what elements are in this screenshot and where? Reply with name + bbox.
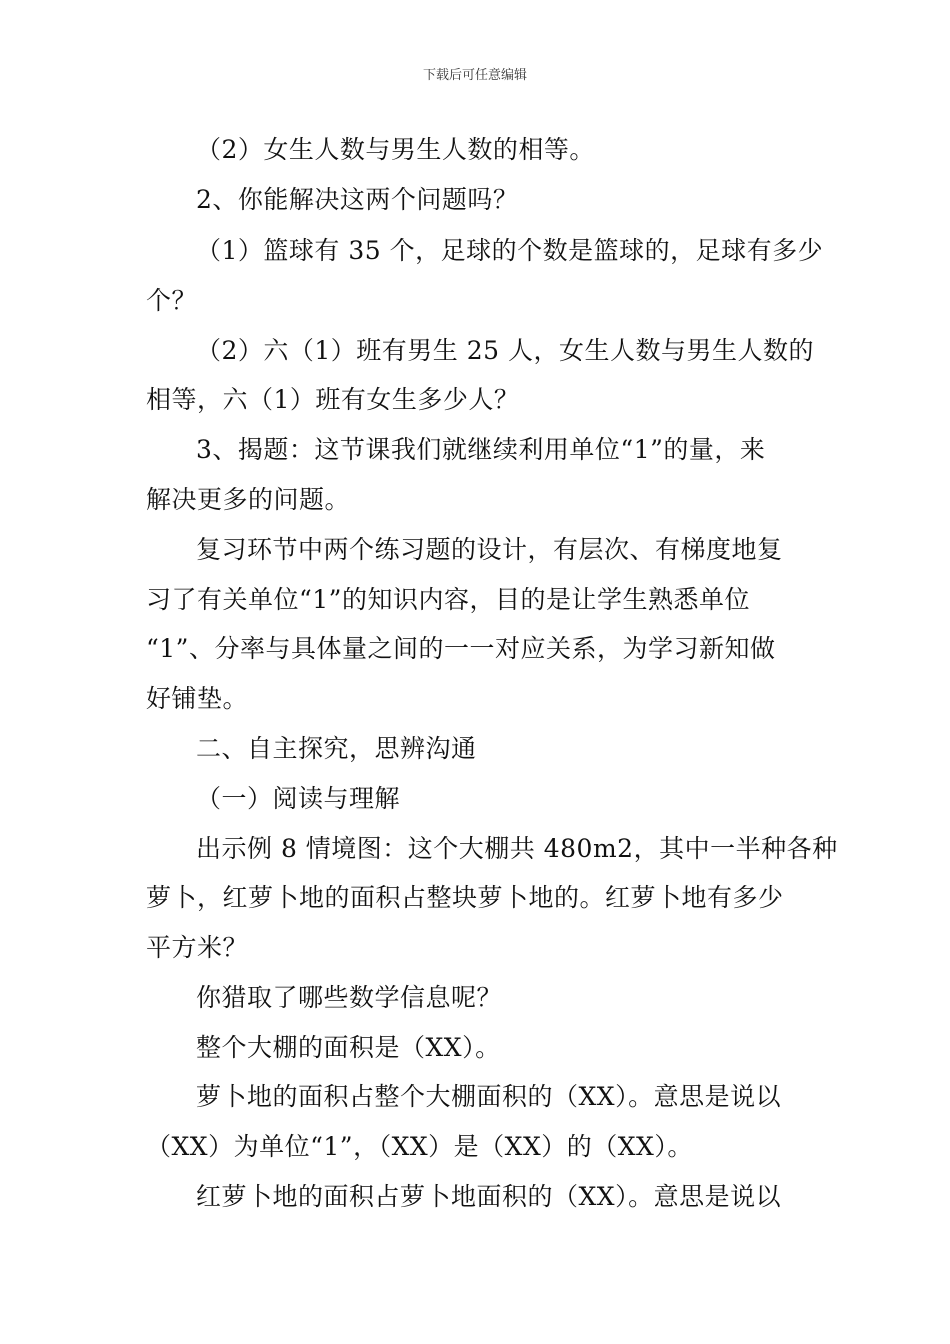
- text-line: （1）篮球有 35 个，足球的个数是篮球的，足球有多少: [196, 236, 824, 265]
- text-line: 你猎取了哪些数学信息呢？: [196, 983, 503, 1012]
- text-line: 相等，六（1）班有女生多少人？: [146, 385, 520, 414]
- text-line: 萝卜地的面积占整个大棚面积的（XX）。意思是说以: [196, 1082, 782, 1111]
- text-line: 出示例 8 情境图：这个大棚共 480m2，其中一半种各种: [196, 834, 838, 863]
- text-line: 萝卜，红萝卜地的面积占整块萝卜地的。红萝卜地有多少: [146, 883, 784, 912]
- text-line: 红萝卜地的面积占萝卜地面积的（XX）。意思是说以: [196, 1182, 782, 1211]
- text-line: 整个大棚的面积是（XX）。: [196, 1033, 501, 1062]
- section-heading: 二、自主探究，思辨沟通: [196, 734, 477, 763]
- text-line: 解决更多的问题。: [146, 485, 351, 514]
- subsection-heading: （一）阅读与理解: [196, 784, 401, 813]
- text-line: 好铺垫。: [146, 684, 249, 713]
- text-line: “1”、分率与具体量之间的一一对应关系，为学习新知做: [146, 634, 776, 663]
- text-line: （2）女生人数与男生人数的相等。: [196, 135, 595, 164]
- text-line: 3、揭题：这节课我们就继续利用单位“1”的量，来: [196, 435, 766, 464]
- text-line: 2、你能解决这两个问题吗？: [196, 185, 519, 214]
- text-line: 个？: [146, 286, 198, 315]
- text-line: 平方米？: [146, 933, 249, 962]
- text-line: 复习环节中两个练习题的设计，有层次、有梯度地复: [196, 535, 783, 564]
- text-line: （2）六（1）班有男生 25 人，女生人数与男生人数的: [196, 336, 815, 365]
- text-line: （XX）为单位“1”，（XX）是（XX）的（XX）。: [146, 1132, 693, 1161]
- page-header: 下载后可任意编辑: [422, 68, 527, 83]
- text-line: 习了有关单位“1”的知识内容，目的是让学生熟悉单位: [146, 585, 750, 614]
